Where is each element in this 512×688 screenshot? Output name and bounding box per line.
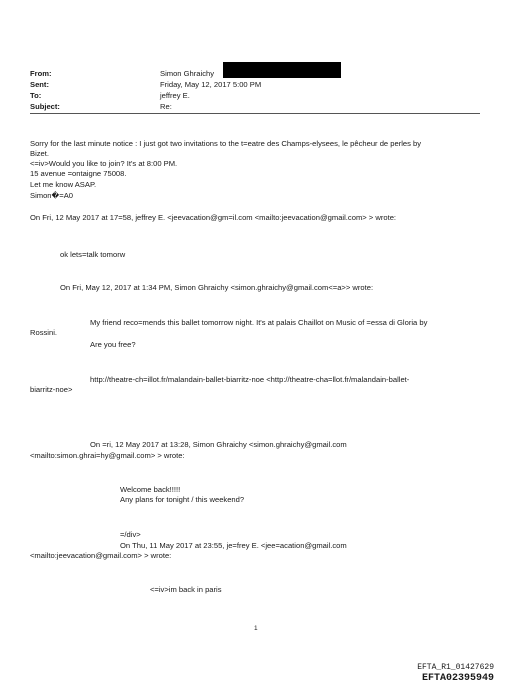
subject-value: Re: (160, 102, 172, 111)
quote-header: On Thu, 11 May 2017 at 23:55, je=frey E. <jee=acation@gmail.com (120, 541, 347, 550)
quote-header: <mailto:jeevacation@gmail.com> > wrote: (30, 551, 172, 560)
subject-label: Subject: (30, 102, 60, 111)
page-number: 1 (254, 625, 258, 632)
footer-id-1: EFTA_R1_01427629 (417, 663, 494, 672)
quote-header: On Fri, May 12, 2017 at 1:34 PM, Simon Ghraichy <simon.ghraichy@gmail.com<=a>> wrote: (60, 283, 374, 292)
redaction-box (223, 62, 341, 78)
quote-header: <mailto:simon.ghrai=hy@gmail.com> > wrote: (30, 451, 185, 460)
quote-text: Are you free? (90, 340, 136, 349)
footer-id-2: EFTA02395949 (421, 673, 494, 684)
quote-text: <=iv>im back in paris (150, 585, 222, 594)
quote-header: On Fri, 12 May 2017 at 17=58, jeffrey E. <jeevacation@gm=il.com <mailto:jeevacation@gmail.com> > wrote: (30, 213, 397, 222)
quote-text: Any plans for tonight / this weekend? (120, 495, 245, 504)
quote-text: ok lets=talk tomorw (60, 250, 126, 259)
to-value: jeffrey E. (160, 91, 190, 100)
from-label: From: (30, 69, 52, 78)
quote-text: =/div> (120, 530, 141, 539)
from-value: Simon Ghraichy (160, 69, 215, 78)
body-line: 15 avenue =ontaigne 75008. (30, 169, 127, 178)
quote-text: Welcome back!!!!! (120, 485, 181, 494)
body-line: Let me know ASAP. (30, 180, 97, 189)
sent-label: Sent: (30, 80, 49, 89)
signature-line: Simon�=A0 (30, 191, 74, 200)
quote-text: My friend reco=mends this ballet tomorrow night. It's at palais Chaillot on Music of =essa di Gloria by (90, 318, 428, 327)
body-line: Bizet. (30, 149, 49, 158)
quote-link: biarritz-noe> (30, 385, 73, 394)
header-divider (30, 113, 480, 114)
quote-link: http://theatre-ch=illot.fr/malandain-ballet-biarritz-noe <http://theatre-cha=llot.fr/malandain-ballet- (90, 375, 410, 384)
to-label: To: (30, 91, 42, 100)
sent-value: Friday, May 12, 2017 5:00 PM (160, 80, 262, 89)
body-line: Sorry for the last minute notice : I just got two invitations to the t=eatre des Champs-elysees, le pêcheur de perles by (30, 139, 422, 148)
body-line: <=iv>Would you like to join? It's at 8:00 PM. (30, 159, 178, 168)
quote-header: On =ri, 12 May 2017 at 13:28, Simon Ghraichy <simon.ghraichy@gmail.com (90, 440, 347, 449)
quote-text: Rossini. (30, 328, 58, 337)
